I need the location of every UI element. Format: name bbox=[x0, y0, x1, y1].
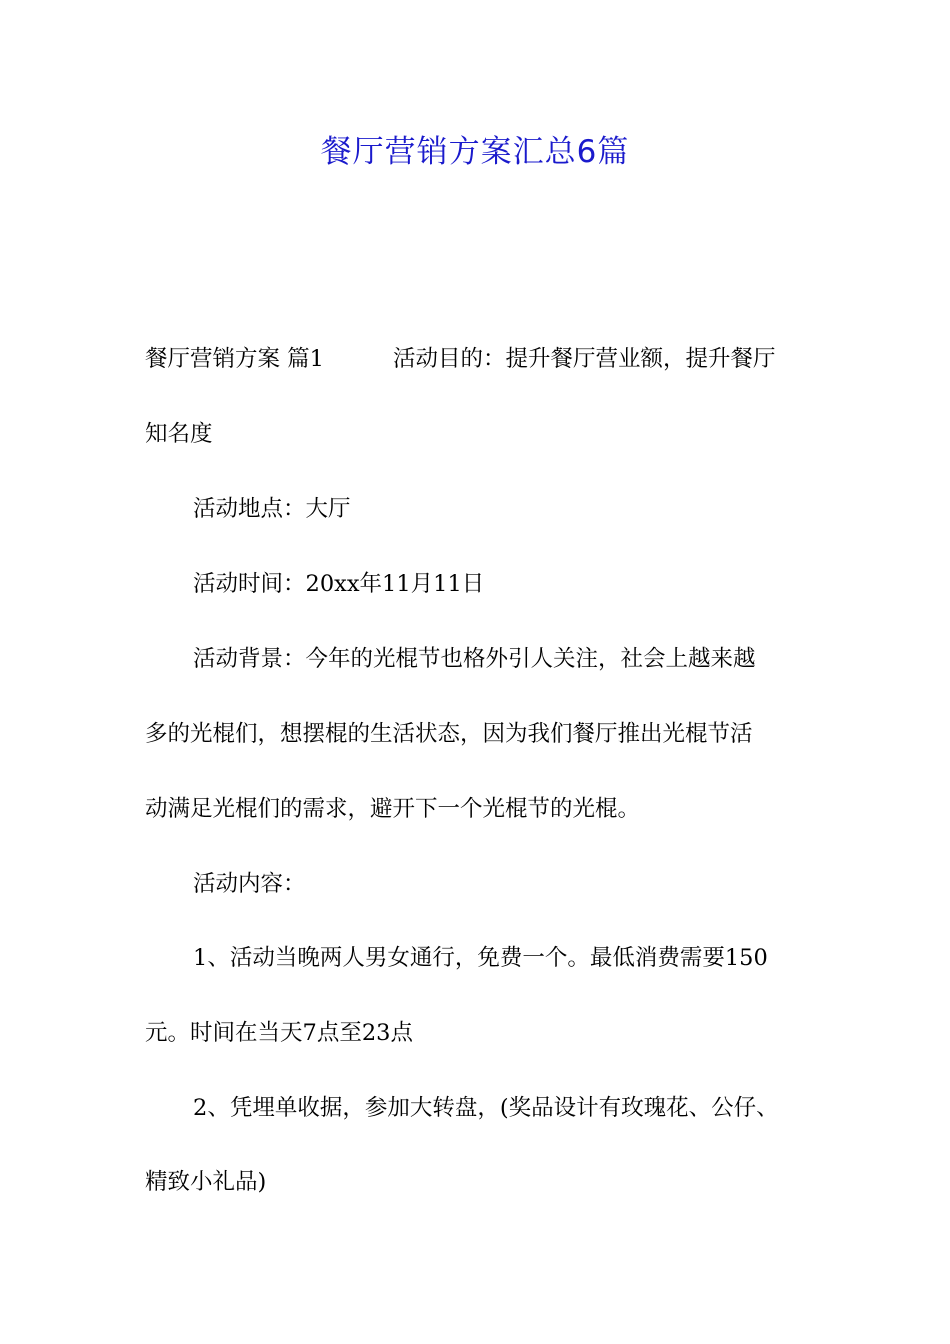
text-line: 知名度 bbox=[145, 421, 213, 447]
text-line: 活动时间：20xx年11月11日 bbox=[193, 571, 485, 597]
document-title: 餐厅营销方案汇总6篇 bbox=[320, 134, 630, 170]
text-line: 活动背景：今年的光棍节也格外引人关注，社会上越来越 bbox=[193, 646, 756, 672]
text-line: 精致小礼品) bbox=[145, 1169, 267, 1195]
text-line: 动满足光棍们的需求，避开下一个光棍节的光棍。 bbox=[145, 796, 641, 822]
section-heading: 餐厅营销方案 篇1 bbox=[145, 346, 324, 372]
text-line: 2、凭埋单收据，参加大转盘，(奖品设计有玫瑰花、公仔、 bbox=[193, 1095, 779, 1121]
text-line: 活动目的：提升餐厅营业额，提升餐厅 bbox=[393, 346, 776, 372]
text-line: 活动内容： bbox=[193, 871, 306, 897]
text-line: 活动地点：大厅 bbox=[193, 496, 351, 522]
text-line: 多的光棍们，想摆棍的生活状态，因为我们餐厅推出光棍节活 bbox=[145, 721, 753, 747]
text-line: 元。时间在当天7点至23点 bbox=[145, 1020, 413, 1046]
text-line: 1、活动当晚两人男女通行，免费一个。最低消费需要150 bbox=[193, 945, 768, 971]
